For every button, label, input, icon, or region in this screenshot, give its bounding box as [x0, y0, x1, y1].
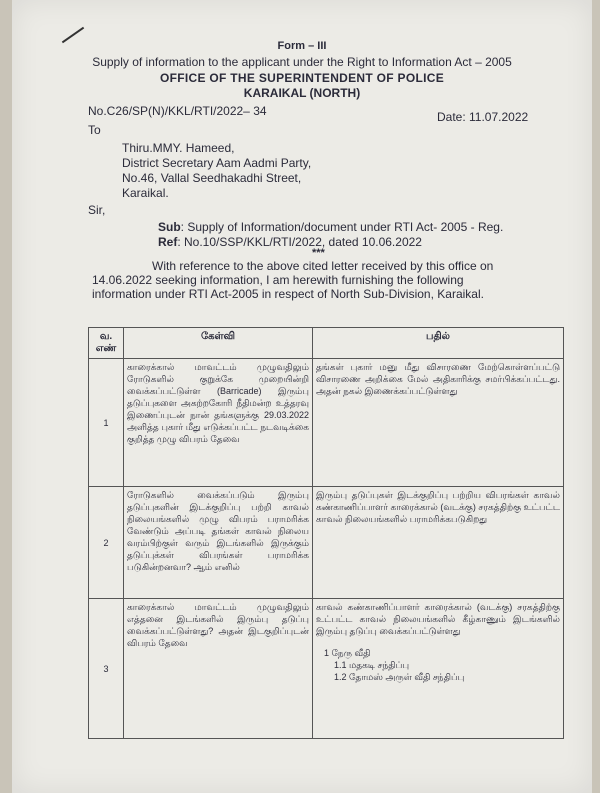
separator-stars: ***	[312, 247, 325, 259]
to-label: To	[88, 123, 101, 137]
rti-response-table	[88, 327, 564, 739]
body-paragraph	[92, 259, 542, 301]
form-subtitle: Supply of information to the applicant under the Right to Information Act – 2005	[92, 55, 512, 69]
document-page	[12, 0, 592, 793]
reference-line	[158, 235, 422, 249]
row-answer: இரும்பு தடுப்புகள் இடக்குறிப்பு பற்றிய விபரங்கள் காவல் கண்காணிப்பாளர் காரைக்கால் (வடக்கு) சரகத்திற்கு உட்பட்ட காவல் நிலையங்களில் பராமரிக்கபடுகிறது	[313, 487, 564, 599]
reference-text: : No.10/SSP/KKL/RTI/2022, dated 10.06.2022	[177, 235, 422, 249]
recipient-address	[122, 141, 311, 201]
reference-label: Ref	[158, 235, 178, 249]
address-line: No.46, Vallal Seedhakadhi Street,	[122, 171, 302, 185]
table-row	[89, 487, 564, 599]
row-answer: தங்கள் புகார் மனு மீது விசாரணை மேற்கொள்ளப்பட்டு விசாரணை அறிக்கை மேல் அதிகாரிக்கு சமர்பிக்கப்பட்டது. அதன் நகல் இணைக்கப்பட்டுள்ளது	[313, 359, 564, 487]
table-row	[89, 359, 564, 487]
paragraph-line: information under RTI Act-2005 in respect of North Sub-Division, Karaikal.	[92, 287, 484, 301]
row-number: 3	[89, 599, 124, 739]
subject-text: : Supply of Information/document under RTI Act- 2005 - Reg.	[180, 220, 504, 234]
letter-date: Date: 11.07.2022	[437, 110, 529, 124]
salutation: Sir,	[88, 203, 106, 217]
paragraph-line: 14.06.2022 seeking information, I am herewith furnishing the following	[92, 273, 464, 287]
subject-label: Sub	[158, 220, 181, 234]
row-question: காரைக்கால் மாவட்டம் முழுவதிலும் எத்தனை இடங்களில் இரும்பு தடுப்பு வைக்கப்பட்டுள்ளது? அதன் இடகுறிப்புடன் விபரம் தேவை	[124, 599, 313, 739]
answer-text: காவல் கண்காணிப்பாளர் காரைக்கால் (வடக்கு) சரகத்திற்கு உட்பட்ட காவல் நிலையங்களில் கீழ்காணும் இடங்களில் இரும்பு தடுப்பு வைக்கப்பட்டுள்ளது	[316, 602, 560, 636]
address-line: Thiru.MMY. Hameed,	[122, 141, 235, 155]
office-name: OFFICE OF THE SUPERINTENDENT OF POLICE	[159, 71, 445, 85]
reference-number: No.C26/SP(N)/KKL/RTI/2022– 34	[88, 104, 267, 118]
location-item: 1 நேரு வீதி	[324, 648, 371, 658]
header-question: கேள்வி	[124, 328, 313, 359]
row-question: காரைக்கால் மாவட்டம் முழுவதிலும் ரோடுகளில் குறுக்கே முறையின்றி வைக்கப்பட்டுள்ள (Barricade) இரும்பு தடுப்புகளை அகற்றகோரி நீதிமன்ற உத்தரவு இணைப்புடன் நான் தங்களுக்கு 29.03.2022 அளித்த புகார் மீது எடுக்கப்பட்ட நடவடிக்கை குறித்த முழு விபரம் தேவை	[124, 359, 313, 487]
header-serial: வ. எண்	[89, 328, 124, 359]
location-item: 1.2 தோமஸ் அருள் வீதி சந்திப்பு	[334, 672, 465, 682]
row-number: 1	[89, 359, 124, 487]
form-title: Form – III	[277, 40, 327, 52]
row-question: ரோடுகளில் வைக்கப்படும் இரும்பு தடுப்புகளின் இடக்குறிப்பு பற்றி காவல் நிலையங்களில் முழு விபரம் பராமரிக்க வேண்டும் அப்படி தங்கள் காவல் நிலைய வரம்பிற்குள் வரும் இடங்களில் இருக்கும் தடுப்புக்கள் விபரங்கள் பராமரிக்க படுகின்றனவா? ஆம் எனில்	[124, 487, 313, 599]
address-line: Karaikal.	[122, 186, 169, 200]
paragraph-line: With reference to the above cited letter received by this office on	[152, 259, 494, 273]
table-row	[89, 599, 564, 739]
row-number: 2	[89, 487, 124, 599]
row-answer	[313, 599, 564, 739]
address-line: District Secretary Aam Aadmi Party,	[122, 156, 312, 170]
header-answer: பதில்	[313, 328, 564, 359]
subject-line	[158, 220, 503, 234]
table-header-row	[89, 328, 564, 359]
location-item: 1.1 மதகடி சந்திப்பு	[334, 660, 410, 670]
office-place: KARAIKAL (NORTH)	[243, 86, 361, 100]
